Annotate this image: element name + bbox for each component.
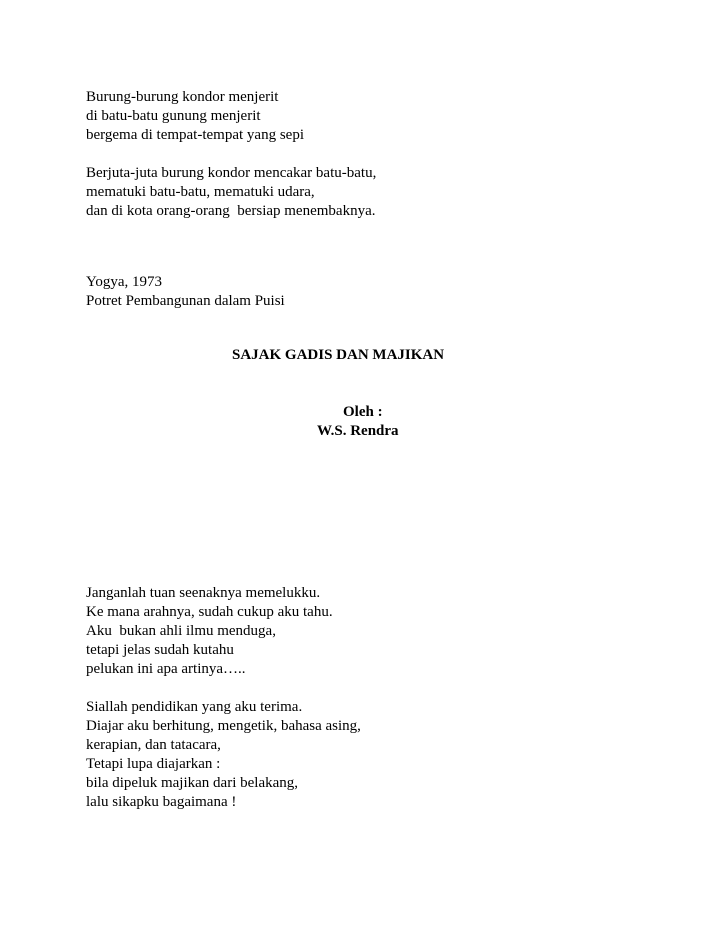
stanza-2	[86, 164, 376, 221]
stanza-1	[86, 88, 304, 145]
poem-line: di batu-batu gunung menjerit	[86, 108, 261, 124]
poem-line: dan di kota orang-orang bersiap menembaknya.	[86, 203, 376, 219]
poem-line: tetapi jelas sudah kutahu	[86, 642, 234, 658]
poem-line: Janganlah tuan seenaknya memelukku.	[86, 585, 321, 601]
colophon-source: Potret Pembangunan dalam Puisi	[86, 293, 285, 309]
poem-line: Aku bukan ahli ilmu menduga,	[86, 623, 276, 639]
colophon	[86, 273, 285, 311]
poem-line: lalu sikapku bagaimana !	[86, 794, 237, 810]
poem-line: Ke mana arahnya, sudah cukup aku tahu.	[86, 604, 333, 620]
poem-line: Diajar aku berhitung, mengetik, bahasa asing,	[86, 718, 361, 734]
poem-title: SAJAK GADIS DAN MAJIKAN	[232, 347, 445, 363]
poem-line: Tetapi lupa diajarkan :	[86, 756, 221, 772]
poem-line: Burung-burung kondor menjerit	[86, 89, 279, 105]
poem-line: mematuki batu-batu, mematuki udara,	[86, 184, 315, 200]
poem-line: Siallah pendidikan yang aku terima.	[86, 699, 303, 715]
stanza-3	[86, 584, 333, 679]
colophon-place-date: Yogya, 1973	[86, 274, 162, 290]
poem-line: bergema di tempat-tempat yang sepi	[86, 127, 304, 143]
poem-title-block	[232, 346, 444, 365]
byline-oleh: Oleh :	[343, 404, 383, 420]
poem-line: Berjuta-juta burung kondor mencakar batu-batu,	[86, 165, 377, 181]
poem-line: kerapian, dan tatacara,	[86, 737, 221, 753]
byline-author: W.S. Rendra	[317, 423, 399, 439]
poem-line: pelukan ini apa artinya…..	[86, 661, 246, 677]
stanza-4	[86, 698, 361, 812]
poem-line: bila dipeluk majikan dari belakang,	[86, 775, 299, 791]
